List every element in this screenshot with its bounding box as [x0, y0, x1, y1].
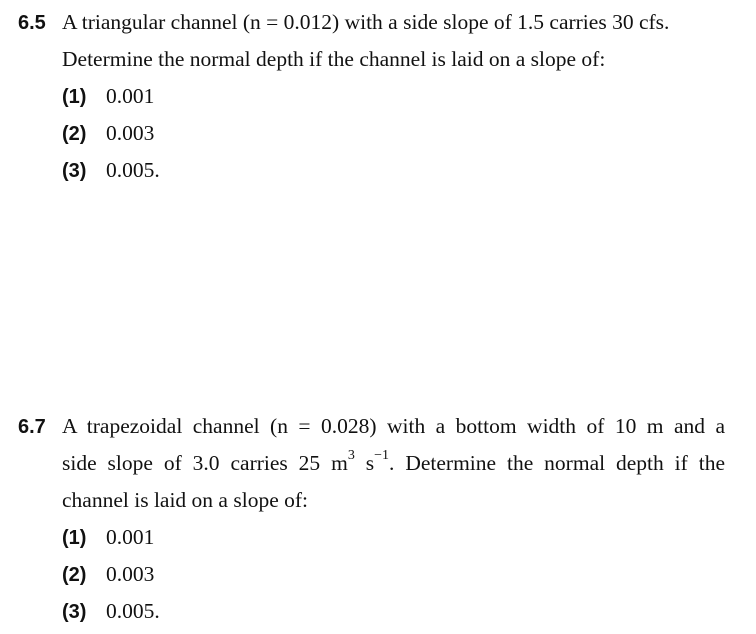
item-value: 0.005.: [106, 158, 160, 182]
problem-6-5-item-1: [62, 78, 154, 116]
problem-6-5-statement-line-2: [62, 41, 605, 78]
superscript-3: 3: [347, 447, 355, 463]
item-label: (1): [62, 86, 87, 108]
item-label: (2): [62, 123, 87, 145]
item-value: 0.001: [106, 525, 155, 549]
item-value: 0.001: [106, 84, 155, 108]
item-label: (2): [62, 564, 87, 586]
problem-6-7-statement-line-2: [62, 445, 725, 482]
statement-text: s: [354, 451, 375, 475]
statement-text: side slope of 3.0 carries 25 m: [62, 451, 348, 475]
item-label: (1): [62, 527, 87, 549]
problem-6-7-item-3: [62, 593, 160, 631]
problem-6-7-item-2: [62, 556, 154, 594]
item-value: 0.003: [106, 121, 155, 145]
item-label: (3): [62, 160, 87, 182]
statement-text: A triangular channel (n = 0.012) with a side slope of 1.5 carries 30 cfs.: [62, 10, 670, 34]
statement-text: Determine the normal depth if the channel is laid on a slope of:: [62, 47, 606, 71]
problem-6-5-statement-line-1: [18, 4, 669, 42]
statement-text: A trapezoidal channel (n = 0.028) with a bottom width of 10 m and a: [62, 414, 725, 438]
problem-6-5-item-2: [62, 115, 154, 153]
statement-text: . Determine the normal depth if the: [389, 451, 726, 475]
statement-text: channel is laid on a slope of:: [62, 488, 308, 512]
problem-number: 6.7: [18, 416, 46, 438]
problem-6-5-item-3: [62, 152, 160, 190]
item-value: 0.003: [106, 562, 155, 586]
item-label: (3): [62, 601, 87, 623]
problem-6-7-item-1: [62, 519, 154, 557]
problem-number: 6.5: [18, 12, 46, 34]
item-value: 0.005.: [106, 599, 160, 623]
superscript-minus-1: −1: [374, 447, 390, 463]
problem-6-7-statement-line-3: [62, 482, 308, 519]
problem-6-7-statement-line-1: [18, 408, 725, 446]
